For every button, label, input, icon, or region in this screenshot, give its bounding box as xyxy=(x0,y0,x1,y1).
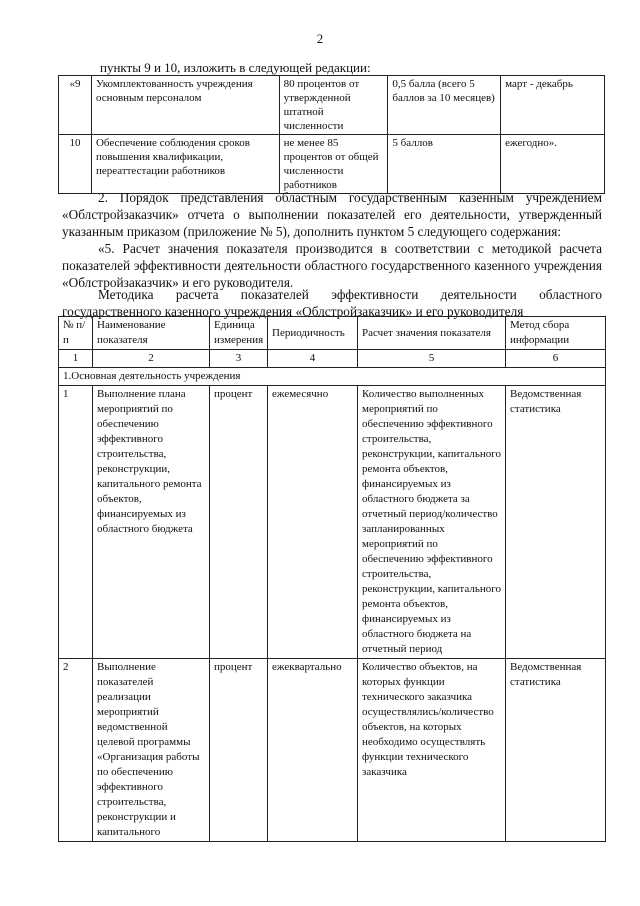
indicator-name: Выполнение плана мероприятий по обеспечению эффективного строительства, реконструкции, капитального ремонта объектов, финансируемых из областного бюджета xyxy=(93,386,210,659)
unit-cell: процент xyxy=(210,659,268,842)
row-number: 1 xyxy=(59,386,93,659)
calculation-cell: Количество объектов, на которых функции технического заказчика осуществлялись/количество объектов, на которых необходимо осуществлять функции технического заказчика xyxy=(358,659,506,842)
indicator-name: Обеспечение соблюдения сроков повышения квалификации, переаттестации работников xyxy=(91,135,279,194)
row-number: 10 xyxy=(59,135,92,194)
method-cell: Ведомственная статистика xyxy=(506,386,606,659)
paragraph-2: 2. Порядок представления областным государственным казенным учреждением «Облстройзаказчик» отчета о выполнении показателей его деятельности, утвержденный указанным приказом (приложение № 5), дополнить пунктом 5 следующего содержания: xyxy=(62,190,602,239)
indicator-name: Укомплектованность учреждения основным персоналом xyxy=(91,76,279,135)
indicator-name: Выполнение показателей реализации мероприятий ведомственной целевой программы «Организация работы по обеспечению эффективного строительства, реконструкции и капитального xyxy=(93,659,210,842)
row-number: 2 xyxy=(59,659,93,842)
indicator-value: 80 процентов от утвержденной штатной численности xyxy=(279,76,388,135)
indicator-period: март - декабрь xyxy=(501,76,605,135)
periodicity-cell: ежемесячно xyxy=(268,386,358,659)
table-row xyxy=(59,76,605,135)
section-row xyxy=(59,368,606,386)
page-number: 2 xyxy=(316,31,324,46)
periodicity-cell: ежеквартально xyxy=(268,659,358,842)
header-cell: Периодичность xyxy=(268,317,358,350)
unit-cell: процент xyxy=(210,386,268,659)
header-cell: Метод сбора информации xyxy=(506,317,606,350)
header-cell: Единица измерения xyxy=(210,317,268,350)
method-cell: Ведомственная статистика xyxy=(506,659,606,842)
intro-line: пункты 9 и 10, изложить в следующей редакции: xyxy=(100,60,371,75)
methodology-title: Методика расчета показателей эффективности деятельности областного государственного казенного учреждения «Облстройзаказчик» и его руководителя xyxy=(62,287,602,319)
table-row xyxy=(59,659,606,842)
calculation-cell: Количество выполненных мероприятий по обеспечению эффективного строительства, реконструкции, капитального ремонта объектов, финансируемых из областного бюджета за отчетный период/количество запланированных мероприятий по обеспечению эффективного строительства, реконструкции, капитального ремонта объектов, финансируемых из областного бюджета на отчетный период xyxy=(358,386,506,659)
amendment-table xyxy=(58,75,605,194)
table-header-row xyxy=(59,317,606,350)
column-number: 2 xyxy=(93,350,210,368)
section-title: 1.Основная деятельность учреждения xyxy=(59,368,606,386)
column-number: 3 xyxy=(210,350,268,368)
indicator-period: ежегодно». xyxy=(501,135,605,194)
column-number-row xyxy=(59,350,606,368)
row-number: «9 xyxy=(59,76,92,135)
header-cell: Расчет значения показателя xyxy=(358,317,506,350)
column-number: 6 xyxy=(506,350,606,368)
header-cell: Наименование показателя xyxy=(93,317,210,350)
table-row xyxy=(59,135,605,194)
paragraph-3: «5. Расчет значения показателя производится в соответствии с методикой расчета показателей эффективности деятельности областного государственного казенного учреждения «Облстройзаказчик» и его руководителя. xyxy=(62,241,602,290)
column-number: 4 xyxy=(268,350,358,368)
header-cell: № п/п xyxy=(59,317,93,350)
indicator-score: 0,5 балла (всего 5 баллов за 10 месяцев) xyxy=(388,76,501,135)
column-number: 5 xyxy=(358,350,506,368)
indicator-value: не менее 85 процентов от общей численности работников xyxy=(279,135,388,194)
table-row xyxy=(59,386,606,659)
methodology-table xyxy=(58,316,606,842)
indicator-score: 5 баллов xyxy=(388,135,501,194)
column-number: 1 xyxy=(59,350,93,368)
